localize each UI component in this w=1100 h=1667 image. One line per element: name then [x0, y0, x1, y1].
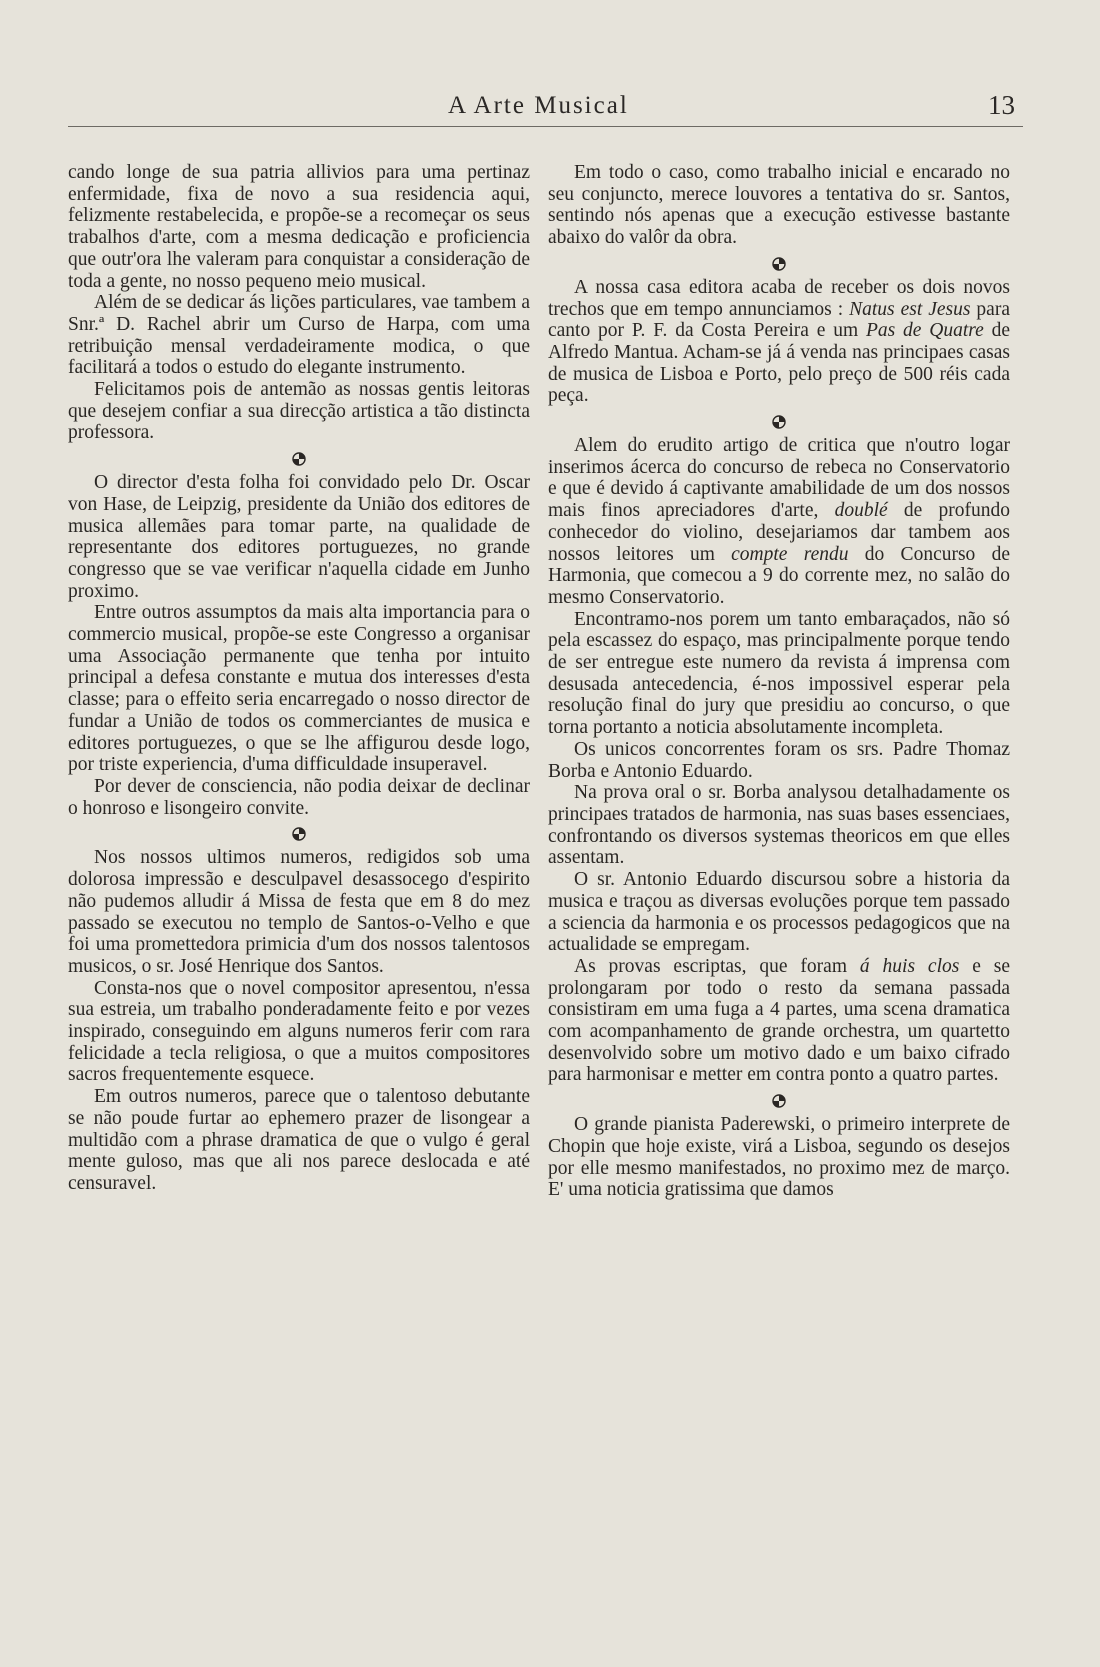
paragraph: Entre outros assumptos da mais alta importancia para o commercio musical, propõe-se este Congresso a organisar uma Associação permanente que tenha por intuito principal a defesa constante e mutua dos interesses d'esta classe; para o effeito seria encarregado o nosso director de fundar a União de todos os commerciantes de musica e editores portuguezes, o que se lhe affigurou desde logo, por triste experiencia, d'uma difficuldade insuperavel.: [68, 602, 530, 776]
paragraph: O grande pianista Paderewski, o primeiro interprete de Chopin que hoje existe, virá a Lisboa, segundo os desejos por elle mesmo manifestados, no proximo mez de março. E' uma noticia gratissima que damos: [548, 1114, 1010, 1201]
text-run: e se prolongaram por todo o resto da semana passada consistiram em uma fuga a 4 partes, uma scena dramatica com acompanhamento de grande orchestra, um quartetto desenvolvido sobre um motivo dado e um baixo cifrado para harmonisar e metter em contra ponto a quatro partes.: [548, 955, 1010, 1086]
section-ornament-icon: [292, 452, 306, 466]
paragraph: Nos nossos ultimos numeros, redigidos sob uma dolorosa impressão e desculpavel desassocego d'espirito não pudemos alludir á Missa de festa que em 8 do mez passado se executou no templo de Santos-o-Velho e que foi uma promettedora primicia d'um dos nossos talentosos musicos, o sr. José Henrique dos Santos.: [68, 847, 530, 977]
section-ornament-icon: [772, 415, 786, 429]
paragraph: O sr. Antonio Eduardo discursou sobre a historia da musica e traçou as diversas evoluções porque tem passado a sciencia da harmonia e os processos pedagogicos que na actualidade se empregam.: [548, 869, 1010, 956]
section-ornament-icon: [292, 827, 306, 841]
text-run: Alem do erudito artigo de critica que n'outro logar inserimos ácerca do concurso de rebeca no Conservatorio e que é devido á captivante amabilidade de um dos nossos mais finos apreciadores d'arte,: [548, 435, 1010, 522]
page-header: [68, 88, 1023, 128]
text-run: de Alfredo Mantua. Acham-se já á venda nas principaes casas de musica de Lisboa e Porto, pelo preço de 500 réis cada peça.: [548, 320, 1010, 407]
italic-term: doublé: [834, 500, 888, 522]
text-run: A nossa casa editora acaba de receber os dois novos trechos que em tempo annunciamos :: [548, 276, 1010, 320]
paragraph: Consta-nos que o novel compositor apresentou, n'essa sua estreia, um trabalho ponderadamente feito e por vezes inspirado, conseguindo em alguns numeros ferir com rara felicidade a tecla religiosa, o que a muitos compositores sacros frequentemente esquece.: [68, 977, 530, 1086]
paragraph: [548, 956, 1010, 1086]
left-column: [68, 162, 530, 1195]
paragraph: Na prova oral o sr. Borba analysou detalhadamente os principaes tratados de harmonia, nas suas bases essenciaes, confrontando os diversos systemas theoricos em que elles assentam.: [548, 782, 1010, 869]
text-run: para canto por P. F. da Costa Pereira e um: [548, 298, 1010, 342]
paragraph: [548, 435, 1010, 609]
text-run: do Concurso de Harmonia, que comecou a 9 do corrente mez, no salão do mesmo Conservatorio.: [548, 543, 1010, 608]
paragraph: Felicitamos pois de antemão as nossas gentis leitoras que desejem confiar a sua direcção artistica a tão distincta professora.: [68, 379, 530, 444]
paragraph: Em outros numeros, parece que o talentoso debutante se não poude furtar ao ephemero prazer de lisongear a multidão com a phrase dramatica de que o vulgo é geral mente guloso, mas que ali nos parece deslocada e até censuravel.: [68, 1086, 530, 1194]
paragraph: Por dever de consciencia, não podia deixar de declinar o honroso e lisongeiro convite.: [68, 775, 530, 819]
journal-title: A Arte Musical: [448, 92, 629, 119]
work-title: Natus est Jesus: [849, 298, 971, 320]
italic-term: compte rendu: [731, 543, 849, 565]
section-ornament-icon: [772, 1094, 786, 1108]
paragraph: cando longe de sua patria allivios para uma pertinaz enfermidade, fixa de novo a sua residencia aqui, felizmente restabelecida, e propõe-se a recomeçar os seus trabalhos d'arte, com a mesma dedicação e proficiencia que outr'ora lhe valeram para conquistar a consideração de toda a gente, no nosso pequeno meio musical.: [68, 162, 530, 292]
paragraph: O director d'esta folha foi convidado pelo Dr. Oscar von Hase, de Leipzig, presidente da União dos editores de musica allemães para tomar parte, na qualidade de representante dos editores portuguezes, no grande congresso que se vae verificar n'aquella cidade em Junho proximo.: [68, 472, 530, 602]
header-rule: [68, 126, 1023, 127]
right-column: [548, 162, 1010, 1201]
italic-term: á huis clos: [859, 955, 960, 977]
work-title: Pas de Quatre: [865, 320, 984, 342]
text-run: de profundo conhecedor do violino, desejariamos dar tambem aos nossos leitores um: [548, 500, 1010, 565]
section-ornament-icon: [772, 257, 786, 271]
paragraph: Os unicos concorrentes foram os srs. Padre Thomaz Borba e Antonio Eduardo.: [548, 738, 1010, 782]
paragraph: Encontramo-nos porem um tanto embaraçados, não só pela escassez do espaço, mas principalmente porque tendo de ser entregue este numero da revista á imprensa com desusada antecedencia, é-nos impossivel esperar pela resolução final do jury que presidiu ao concurso, o que torna portanto a noticia absolutamente incompleta.: [548, 608, 1010, 739]
page-number: 13: [988, 90, 1015, 120]
text-run: As provas escriptas, que foram: [574, 955, 860, 977]
paragraph: Em todo o caso, como trabalho inicial e encarado no seu conjuncto, merece louvores a tentativa do sr. Santos, sentindo nós apenas que a execução estivesse bastante abaixo do valôr da obra.: [548, 162, 1010, 249]
paragraph: [548, 277, 1010, 407]
paragraph: Além de se dedicar ás lições particulares, vae tambem a Snr.ª D. Rachel abrir um Curso de Harpa, com uma retribuição mensal verdadeiramente modica, o que facilitará a todos o estudo do elegante instrumento.: [68, 292, 530, 379]
